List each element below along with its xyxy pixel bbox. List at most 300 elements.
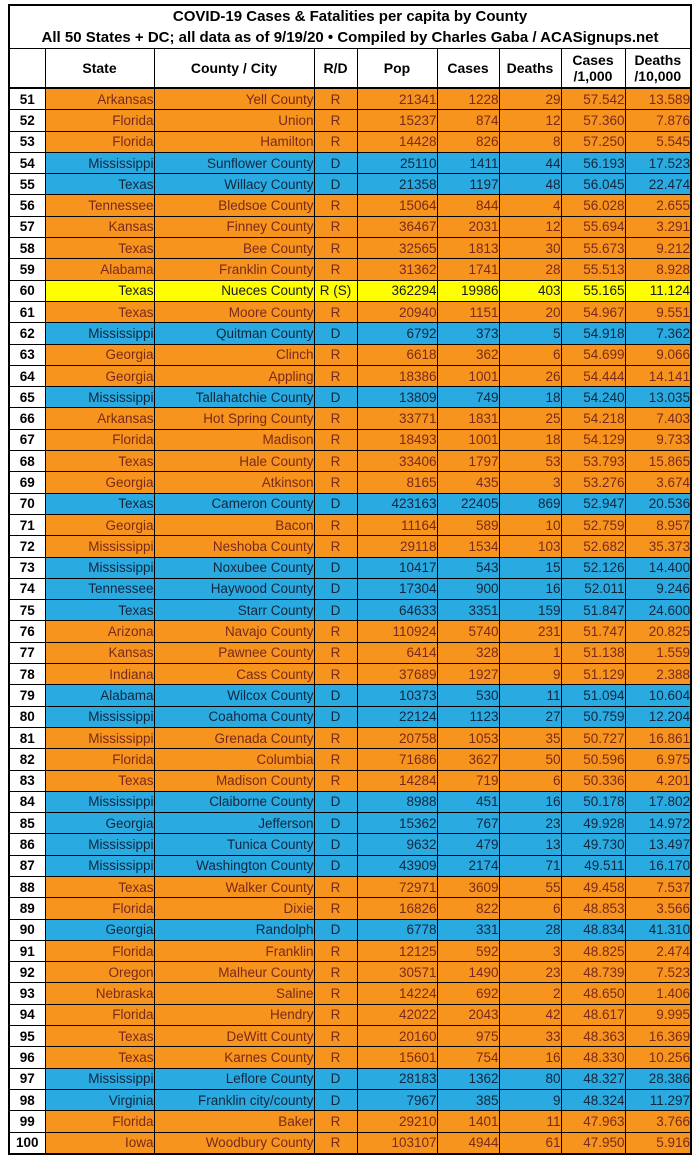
deaths-cell: 18 bbox=[499, 429, 561, 450]
party-cell: D bbox=[314, 791, 357, 812]
rank-cell: 57 bbox=[9, 216, 45, 237]
cases-cell: 435 bbox=[437, 472, 499, 493]
deaths-cell: 16 bbox=[499, 578, 561, 599]
deaths-per-10000-cell: 13.035 bbox=[625, 387, 691, 408]
population-cell: 18386 bbox=[357, 365, 437, 386]
table-row bbox=[9, 727, 691, 748]
table-row bbox=[9, 216, 691, 237]
party-cell: R bbox=[314, 110, 357, 131]
rank-cell: 55 bbox=[9, 174, 45, 195]
deaths-per-10000-cell: 7.537 bbox=[625, 876, 691, 897]
rank-cell: 70 bbox=[9, 493, 45, 514]
state-cell: Florida bbox=[45, 898, 154, 919]
rank-cell: 84 bbox=[9, 791, 45, 812]
table-row bbox=[9, 578, 691, 599]
county-cell: Franklin city/county bbox=[154, 1089, 314, 1110]
deaths-per-10000-cell: 12.204 bbox=[625, 706, 691, 727]
county-cell: Hendry bbox=[154, 1004, 314, 1025]
state-cell: Arkansas bbox=[45, 88, 154, 110]
title-block bbox=[9, 5, 691, 49]
rank-cell: 52 bbox=[9, 110, 45, 131]
state-cell: Kansas bbox=[45, 642, 154, 663]
table-row bbox=[9, 600, 691, 621]
deaths-cell: 26 bbox=[499, 365, 561, 386]
table-row bbox=[9, 1132, 691, 1154]
table-row bbox=[9, 770, 691, 791]
population-cell: 14428 bbox=[357, 131, 437, 152]
county-cell: Neshoba County bbox=[154, 536, 314, 557]
party-cell: R bbox=[314, 472, 357, 493]
deaths-per-10000-cell: 16.369 bbox=[625, 1026, 691, 1047]
col-header-deaths: Deaths bbox=[499, 49, 561, 89]
rank-cell: 56 bbox=[9, 195, 45, 216]
cases-cell: 1197 bbox=[437, 174, 499, 195]
cases-cell: 754 bbox=[437, 1047, 499, 1068]
party-cell: D bbox=[314, 493, 357, 514]
state-cell: Nebraska bbox=[45, 983, 154, 1004]
rank-cell: 94 bbox=[9, 1004, 45, 1025]
population-cell: 7967 bbox=[357, 1089, 437, 1110]
party-cell: D bbox=[314, 855, 357, 876]
party-cell: R bbox=[314, 898, 357, 919]
state-cell: Georgia bbox=[45, 813, 154, 834]
state-cell: Mississippi bbox=[45, 387, 154, 408]
cases-per-1000-cell: 49.730 bbox=[561, 834, 625, 855]
deaths-per-10000-cell: 2.474 bbox=[625, 940, 691, 961]
county-cell: Franklin bbox=[154, 940, 314, 961]
party-cell: R bbox=[314, 621, 357, 642]
party-cell: R bbox=[314, 642, 357, 663]
cases-per-1000-cell: 50.596 bbox=[561, 749, 625, 770]
population-cell: 36467 bbox=[357, 216, 437, 237]
rank-cell: 69 bbox=[9, 472, 45, 493]
party-cell: D bbox=[314, 557, 357, 578]
cases-cell: 1228 bbox=[437, 88, 499, 110]
cases-cell: 385 bbox=[437, 1089, 499, 1110]
deaths-per-10000-cell: 16.861 bbox=[625, 727, 691, 748]
cases-per-1000-cell: 50.336 bbox=[561, 770, 625, 791]
cases-cell: 900 bbox=[437, 578, 499, 599]
cases-per-1000-cell: 48.650 bbox=[561, 983, 625, 1004]
cases-per-1000-cell: 55.513 bbox=[561, 259, 625, 280]
deaths-per-10000-cell: 3.766 bbox=[625, 1111, 691, 1132]
county-cell: Grenada County bbox=[154, 727, 314, 748]
county-cell: Cass County bbox=[154, 664, 314, 685]
rank-cell: 80 bbox=[9, 706, 45, 727]
party-cell: R bbox=[314, 259, 357, 280]
county-cell: Tallahatchie County bbox=[154, 387, 314, 408]
cases-cell: 1534 bbox=[437, 536, 499, 557]
cases-per-1000-cell: 49.458 bbox=[561, 876, 625, 897]
party-cell: D bbox=[314, 387, 357, 408]
state-cell: Florida bbox=[45, 110, 154, 131]
state-cell: Mississippi bbox=[45, 536, 154, 557]
table-row bbox=[9, 131, 691, 152]
deaths-per-10000-cell: 8.957 bbox=[625, 514, 691, 535]
deaths-per-10000-cell: 35.373 bbox=[625, 536, 691, 557]
rank-cell: 54 bbox=[9, 152, 45, 173]
state-cell: Florida bbox=[45, 749, 154, 770]
deaths-cell: 44 bbox=[499, 152, 561, 173]
deaths-cell: 9 bbox=[499, 1089, 561, 1110]
party-cell: R bbox=[314, 301, 357, 322]
cases-per-1000-cell: 56.028 bbox=[561, 195, 625, 216]
covid-county-table bbox=[8, 4, 692, 1155]
population-cell: 14224 bbox=[357, 983, 437, 1004]
population-cell: 30571 bbox=[357, 962, 437, 983]
county-cell: Willacy County bbox=[154, 174, 314, 195]
cases-per-1000-cell: 54.218 bbox=[561, 408, 625, 429]
table-row bbox=[9, 940, 691, 961]
state-cell: Texas bbox=[45, 451, 154, 472]
population-cell: 22124 bbox=[357, 706, 437, 727]
rank-cell: 59 bbox=[9, 259, 45, 280]
population-cell: 17304 bbox=[357, 578, 437, 599]
cases-cell: 331 bbox=[437, 919, 499, 940]
deaths-cell: 2 bbox=[499, 983, 561, 1004]
deaths-cell: 10 bbox=[499, 514, 561, 535]
deaths-cell: 23 bbox=[499, 813, 561, 834]
cases-cell: 822 bbox=[437, 898, 499, 919]
population-cell: 29210 bbox=[357, 1111, 437, 1132]
rank-cell: 77 bbox=[9, 642, 45, 663]
rank-cell: 81 bbox=[9, 727, 45, 748]
deaths-cell: 6 bbox=[499, 770, 561, 791]
deaths-per-10000-cell: 14.972 bbox=[625, 813, 691, 834]
state-cell: Mississippi bbox=[45, 855, 154, 876]
cases-cell: 692 bbox=[437, 983, 499, 1004]
party-cell: R bbox=[314, 983, 357, 1004]
state-cell: Alabama bbox=[45, 685, 154, 706]
county-cell: Bacon bbox=[154, 514, 314, 535]
deaths-per-10000-cell: 3.566 bbox=[625, 898, 691, 919]
deaths-cell: 8 bbox=[499, 131, 561, 152]
population-cell: 31362 bbox=[357, 259, 437, 280]
title-line-1: COVID-19 Cases & Fatalities per capita by County bbox=[172, 8, 528, 25]
population-cell: 362294 bbox=[357, 280, 437, 301]
population-cell: 43909 bbox=[357, 855, 437, 876]
cases-per-1000-cell: 52.947 bbox=[561, 493, 625, 514]
state-cell: Texas bbox=[45, 301, 154, 322]
population-cell: 42022 bbox=[357, 1004, 437, 1025]
rank-cell: 92 bbox=[9, 962, 45, 983]
county-cell: Claiborne County bbox=[154, 791, 314, 812]
deaths-per-10000-cell: 7.876 bbox=[625, 110, 691, 131]
cases-cell: 1741 bbox=[437, 259, 499, 280]
cases-per-1000-cell: 56.193 bbox=[561, 152, 625, 173]
population-cell: 20940 bbox=[357, 301, 437, 322]
deaths-per-10000-cell: 20.536 bbox=[625, 493, 691, 514]
deaths-per-10000-cell: 13.497 bbox=[625, 834, 691, 855]
cases-per-1000-cell: 55.673 bbox=[561, 238, 625, 259]
party-cell: R bbox=[314, 940, 357, 961]
table-row bbox=[9, 472, 691, 493]
rank-cell: 82 bbox=[9, 749, 45, 770]
cases-per-1000-cell: 52.759 bbox=[561, 514, 625, 535]
deaths-per-10000-cell: 24.600 bbox=[625, 600, 691, 621]
county-cell: Atkinson bbox=[154, 472, 314, 493]
county-cell: Dixie bbox=[154, 898, 314, 919]
table-row bbox=[9, 323, 691, 344]
state-cell: Texas bbox=[45, 1047, 154, 1068]
state-cell: Mississippi bbox=[45, 152, 154, 173]
county-cell: Malheur County bbox=[154, 962, 314, 983]
deaths-per-10000-cell: 14.400 bbox=[625, 557, 691, 578]
county-cell: Hamilton bbox=[154, 131, 314, 152]
cases-cell: 3609 bbox=[437, 876, 499, 897]
table-row bbox=[9, 365, 691, 386]
county-cell: Tunica County bbox=[154, 834, 314, 855]
deaths-per-10000-cell: 9.733 bbox=[625, 429, 691, 450]
rank-cell: 72 bbox=[9, 536, 45, 557]
cases-per-1000-cell: 52.011 bbox=[561, 578, 625, 599]
cases-cell: 1401 bbox=[437, 1111, 499, 1132]
cases-per-1000-cell: 54.967 bbox=[561, 301, 625, 322]
cases-per-1000-cell: 48.617 bbox=[561, 1004, 625, 1025]
deaths-cell: 50 bbox=[499, 749, 561, 770]
deaths-per-10000-cell: 17.523 bbox=[625, 152, 691, 173]
deaths-per-10000-cell: 20.825 bbox=[625, 621, 691, 642]
table-row bbox=[9, 174, 691, 195]
table-title bbox=[9, 5, 691, 49]
county-cell: Cameron County bbox=[154, 493, 314, 514]
party-cell: R bbox=[314, 1047, 357, 1068]
deaths-cell: 5 bbox=[499, 323, 561, 344]
deaths-cell: 3 bbox=[499, 472, 561, 493]
deaths-per-10000-cell: 8.928 bbox=[625, 259, 691, 280]
cases-cell: 530 bbox=[437, 685, 499, 706]
party-cell: R bbox=[314, 195, 357, 216]
table-row bbox=[9, 706, 691, 727]
deaths-cell: 48 bbox=[499, 174, 561, 195]
deaths-per-10000-cell: 15.865 bbox=[625, 451, 691, 472]
table-row bbox=[9, 664, 691, 685]
cases-per-1000-cell: 55.694 bbox=[561, 216, 625, 237]
deaths-cell: 61 bbox=[499, 1132, 561, 1154]
state-cell: Georgia bbox=[45, 919, 154, 940]
deaths-per-10000-cell: 9.246 bbox=[625, 578, 691, 599]
rank-cell: 78 bbox=[9, 664, 45, 685]
rank-cell: 75 bbox=[9, 600, 45, 621]
rank-cell: 73 bbox=[9, 557, 45, 578]
table-row bbox=[9, 451, 691, 472]
rank-cell: 71 bbox=[9, 514, 45, 535]
population-cell: 13809 bbox=[357, 387, 437, 408]
deaths-cell: 23 bbox=[499, 962, 561, 983]
rank-cell: 100 bbox=[9, 1132, 45, 1154]
county-cell: Union bbox=[154, 110, 314, 131]
cases-cell: 543 bbox=[437, 557, 499, 578]
table-row bbox=[9, 195, 691, 216]
deaths-cell: 42 bbox=[499, 1004, 561, 1025]
title-line-2: All 50 States + DC; all data as of 9/19/20 • Compiled by Charles Gaba / ACASignups.net bbox=[41, 29, 659, 46]
cases-per-1000-cell: 54.129 bbox=[561, 429, 625, 450]
state-cell: Arkansas bbox=[45, 408, 154, 429]
party-cell: D bbox=[314, 1068, 357, 1089]
deaths-per-10000-cell: 1.559 bbox=[625, 642, 691, 663]
deaths-per-10000-cell: 3.291 bbox=[625, 216, 691, 237]
county-cell: Baker bbox=[154, 1111, 314, 1132]
table-row bbox=[9, 344, 691, 365]
party-cell: R bbox=[314, 1026, 357, 1047]
state-cell: Mississippi bbox=[45, 557, 154, 578]
table-row bbox=[9, 408, 691, 429]
population-cell: 21341 bbox=[357, 88, 437, 110]
party-cell: D bbox=[314, 685, 357, 706]
party-cell: D bbox=[314, 578, 357, 599]
cases-cell: 5740 bbox=[437, 621, 499, 642]
cases-cell: 479 bbox=[437, 834, 499, 855]
deaths-cell: 18 bbox=[499, 387, 561, 408]
table-row bbox=[9, 642, 691, 663]
table-row bbox=[9, 238, 691, 259]
cases-cell: 826 bbox=[437, 131, 499, 152]
county-cell: Haywood County bbox=[154, 578, 314, 599]
cases-cell: 373 bbox=[437, 323, 499, 344]
deaths-per-10000-cell: 6.975 bbox=[625, 749, 691, 770]
rank-cell: 65 bbox=[9, 387, 45, 408]
cases-cell: 2174 bbox=[437, 855, 499, 876]
deaths-per-10000-cell: 9.551 bbox=[625, 301, 691, 322]
population-cell: 64633 bbox=[357, 600, 437, 621]
population-cell: 72971 bbox=[357, 876, 437, 897]
cases-per-1000-cell: 55.165 bbox=[561, 280, 625, 301]
cases-cell: 1001 bbox=[437, 429, 499, 450]
rank-cell: 86 bbox=[9, 834, 45, 855]
deaths-cell: 27 bbox=[499, 706, 561, 727]
cases-cell: 1797 bbox=[437, 451, 499, 472]
rank-cell: 99 bbox=[9, 1111, 45, 1132]
party-cell: R bbox=[314, 536, 357, 557]
cases-cell: 4944 bbox=[437, 1132, 499, 1154]
county-cell: Randolph bbox=[154, 919, 314, 940]
deaths-cell: 55 bbox=[499, 876, 561, 897]
deaths-cell: 1 bbox=[499, 642, 561, 663]
table-row bbox=[9, 685, 691, 706]
county-cell: Jefferson bbox=[154, 813, 314, 834]
cases-per-1000-cell: 54.240 bbox=[561, 387, 625, 408]
deaths-cell: 16 bbox=[499, 1047, 561, 1068]
population-cell: 6792 bbox=[357, 323, 437, 344]
table-row bbox=[9, 259, 691, 280]
population-cell: 103107 bbox=[357, 1132, 437, 1154]
table-row bbox=[9, 834, 691, 855]
county-cell: Columbia bbox=[154, 749, 314, 770]
party-cell: D bbox=[314, 323, 357, 344]
deaths-per-10000-cell: 3.674 bbox=[625, 472, 691, 493]
deaths-cell: 28 bbox=[499, 259, 561, 280]
rank-cell: 51 bbox=[9, 88, 45, 110]
county-cell: Washington County bbox=[154, 855, 314, 876]
population-cell: 110924 bbox=[357, 621, 437, 642]
cases-cell: 362 bbox=[437, 344, 499, 365]
county-cell: Karnes County bbox=[154, 1047, 314, 1068]
county-cell: Madison County bbox=[154, 770, 314, 791]
deaths-per-10000-cell: 11.297 bbox=[625, 1089, 691, 1110]
rank-cell: 97 bbox=[9, 1068, 45, 1089]
rank-cell: 85 bbox=[9, 813, 45, 834]
deaths-per-10000-cell: 2.388 bbox=[625, 664, 691, 685]
table-row bbox=[9, 621, 691, 642]
rank-cell: 67 bbox=[9, 429, 45, 450]
deaths-per-10000-cell: 5.545 bbox=[625, 131, 691, 152]
county-cell: Hale County bbox=[154, 451, 314, 472]
county-cell: Bee County bbox=[154, 238, 314, 259]
deaths-cell: 12 bbox=[499, 216, 561, 237]
population-cell: 71686 bbox=[357, 749, 437, 770]
party-cell: R bbox=[314, 344, 357, 365]
col-header-county: County / City bbox=[154, 49, 314, 89]
state-cell: Indiana bbox=[45, 664, 154, 685]
state-cell: Iowa bbox=[45, 1132, 154, 1154]
deaths-per-10000-cell: 10.604 bbox=[625, 685, 691, 706]
population-cell: 12125 bbox=[357, 940, 437, 961]
cases-per-1000-cell: 49.511 bbox=[561, 855, 625, 876]
rank-cell: 76 bbox=[9, 621, 45, 642]
cases-per-1000-cell: 57.250 bbox=[561, 131, 625, 152]
deaths-per-10000-cell: 4.201 bbox=[625, 770, 691, 791]
deaths-cell: 12 bbox=[499, 110, 561, 131]
county-cell: Navajo County bbox=[154, 621, 314, 642]
county-cell: Madison bbox=[154, 429, 314, 450]
cases-per-1000-cell: 56.045 bbox=[561, 174, 625, 195]
table-row bbox=[9, 152, 691, 173]
state-cell: Florida bbox=[45, 131, 154, 152]
deaths-cell: 30 bbox=[499, 238, 561, 259]
deaths-per-10000-cell: 17.802 bbox=[625, 791, 691, 812]
deaths-cell: 869 bbox=[499, 493, 561, 514]
cases-cell: 874 bbox=[437, 110, 499, 131]
party-cell: R bbox=[314, 429, 357, 450]
deaths-per-10000-cell: 14.141 bbox=[625, 365, 691, 386]
cases-cell: 1151 bbox=[437, 301, 499, 322]
deaths-cell: 53 bbox=[499, 451, 561, 472]
state-cell: Mississippi bbox=[45, 323, 154, 344]
cases-cell: 328 bbox=[437, 642, 499, 663]
cases-per-1000-cell: 49.928 bbox=[561, 813, 625, 834]
cases-cell: 3351 bbox=[437, 600, 499, 621]
table-row bbox=[9, 1089, 691, 1110]
state-cell: Tennessee bbox=[45, 578, 154, 599]
state-cell: Texas bbox=[45, 280, 154, 301]
state-cell: Florida bbox=[45, 1111, 154, 1132]
party-cell: R bbox=[314, 1004, 357, 1025]
state-cell: Georgia bbox=[45, 365, 154, 386]
rank-cell: 95 bbox=[9, 1026, 45, 1047]
county-cell: Clinch bbox=[154, 344, 314, 365]
table-row bbox=[9, 514, 691, 535]
rank-cell: 74 bbox=[9, 578, 45, 599]
deaths-cell: 6 bbox=[499, 898, 561, 919]
cases-per-1000-cell: 48.825 bbox=[561, 940, 625, 961]
cases-per-1000-cell: 51.747 bbox=[561, 621, 625, 642]
col-header-rank bbox=[9, 49, 45, 89]
county-cell: DeWitt County bbox=[154, 1026, 314, 1047]
deaths-cell: 3 bbox=[499, 940, 561, 961]
cases-per-1000-cell: 48.834 bbox=[561, 919, 625, 940]
cases-cell: 975 bbox=[437, 1026, 499, 1047]
party-cell: R bbox=[314, 962, 357, 983]
table-row bbox=[9, 749, 691, 770]
cases-cell: 2031 bbox=[437, 216, 499, 237]
cases-per-1000-cell: 50.727 bbox=[561, 727, 625, 748]
deaths-cell: 33 bbox=[499, 1026, 561, 1047]
table-row bbox=[9, 813, 691, 834]
deaths-cell: 403 bbox=[499, 280, 561, 301]
party-cell: R bbox=[314, 727, 357, 748]
deaths-per-10000-cell: 11.124 bbox=[625, 280, 691, 301]
cases-per-1000-cell: 51.094 bbox=[561, 685, 625, 706]
